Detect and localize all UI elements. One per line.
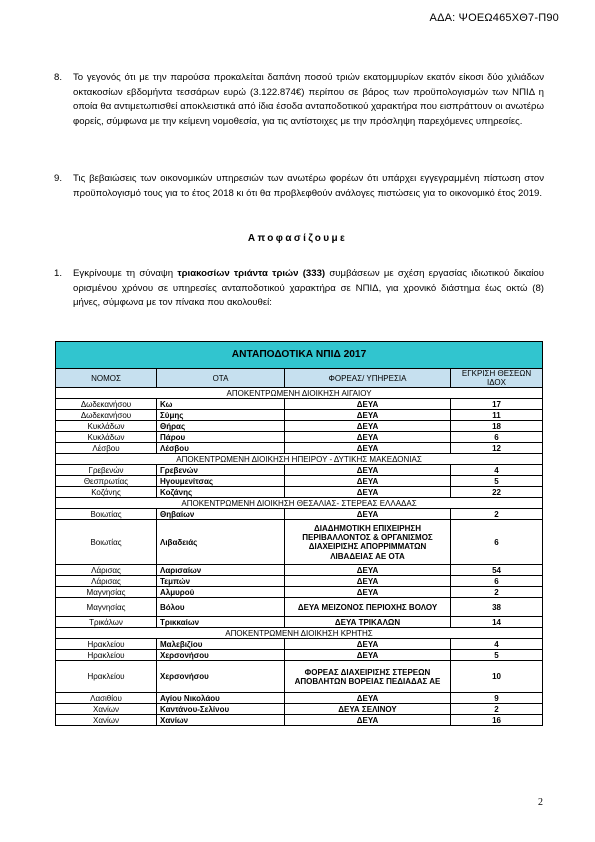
cell-foreas: ΔΕΥΑ xyxy=(285,650,451,661)
table-title-row xyxy=(56,342,543,369)
cell-ota: Μαλεβιζίου xyxy=(157,639,285,650)
cell-ota: Τεμπών xyxy=(157,576,285,587)
cell-foreas: ΔΕΥΑ xyxy=(285,587,451,598)
column-header-nomos: ΝΟΜΟΣ xyxy=(56,369,157,388)
cell-foreas: ΔΕΥΑ xyxy=(285,576,451,587)
table-row xyxy=(56,421,543,432)
cell-count: 10 xyxy=(451,661,543,693)
region-row xyxy=(56,388,543,399)
cell-foreas: ΔΕΥΑ ΜΕΙΖΟΝΟΣ ΠΕΡΙΟΧΗΣ ΒΟΛΟΥ xyxy=(285,598,451,617)
cell-count: 9 xyxy=(451,693,543,704)
table-row xyxy=(56,576,543,587)
text-before: Εγκρίνουμε τη σύναψη xyxy=(73,268,178,279)
table-row xyxy=(56,715,543,726)
cell-foreas: ΔΕΥΑ xyxy=(285,399,451,410)
cell-ota: Πάρου xyxy=(157,432,285,443)
cell-foreas: ΔΕΥΑ xyxy=(285,421,451,432)
paragraph-1 xyxy=(54,267,544,311)
cell-foreas: ΔΕΥΑ xyxy=(285,465,451,476)
contract-count-bold: τριακοσίων τριάντα τριών (333) xyxy=(177,268,326,279)
cell-nomos: Χανίων xyxy=(56,704,157,715)
cell-ota: Λαρισαίων xyxy=(157,565,285,576)
table-row xyxy=(56,443,543,454)
cell-count: 18 xyxy=(451,421,543,432)
cell-nomos: Χανίων xyxy=(56,715,157,726)
cell-ota: Χερσονήσου xyxy=(157,650,285,661)
cell-nomos: Τρικάλων xyxy=(56,617,157,628)
table-row xyxy=(56,399,543,410)
cell-nomos: Μαγνησίας xyxy=(56,598,157,617)
cell-foreas: ΔΕΥΑ xyxy=(285,639,451,650)
page-number: 2 xyxy=(538,797,543,808)
cell-nomos: Δωδεκανήσου xyxy=(56,399,157,410)
cell-foreas: ΔΕΥΑ xyxy=(285,443,451,454)
cell-nomos: Κοζάνης xyxy=(56,487,157,498)
table-row xyxy=(56,509,543,520)
cell-foreas: ΔΕΥΑ xyxy=(285,487,451,498)
cell-ota: Κοζάνης xyxy=(157,487,285,498)
paragraph-text: Το γεγονός ότι με την παρούσα προκαλείται δαπάνη ποσού τριών εκατομμυρίων εκατόν είκοσι δύο χιλιάδων οκτακοσίων εβδομήντα τεσσάρων ευρώ (3.122.874€) περίπου σε βάρος των προϋπολογισμών των ΝΠΙΔ η οποία θα αντιμετωπισθεί αποκλειστικά από ίδια έσοδα ανταποδοτικού χαρακτήρα που εισπράττουν οι ανωτέρω φορείς, σύμφωνα με την κείμενη νομοθεσία, για τις αντίστοιχες με την πρόσληψη παρεχόμενες υπηρεσίες. xyxy=(73,72,544,127)
cell-ota: Χανίων xyxy=(157,715,285,726)
cell-count: 11 xyxy=(451,410,543,421)
cell-foreas: ΔΕΥΑ xyxy=(285,509,451,520)
cell-nomos: Γρεβενών xyxy=(56,465,157,476)
cell-foreas: ΦΟΡΕΑΣ ΔΙΑΧΕΙΡΙΣΗΣ ΣΤΕΡΕΩΝ ΑΠΟΒΛΗΤΩΝ ΒΟΡΕΙΑΣ ΠΕΔΙΑΔΑΣ ΑΕ xyxy=(285,661,451,693)
paragraph-9 xyxy=(54,172,544,201)
region-row xyxy=(56,454,543,465)
cell-count: 6 xyxy=(451,576,543,587)
table-row xyxy=(56,650,543,661)
cell-foreas: ΔΕΥΑ xyxy=(285,432,451,443)
cell-count: 16 xyxy=(451,715,543,726)
cell-ota: Λέσβου xyxy=(157,443,285,454)
table-title: ΑΝΤΑΠΟΔΟΤΙΚΑ ΝΠΙΔ 2017 xyxy=(56,342,543,369)
cell-count: 12 xyxy=(451,443,543,454)
cell-count: 14 xyxy=(451,617,543,628)
cell-nomos: Ηρακλείου xyxy=(56,650,157,661)
cell-ota: Λιβαδειάς xyxy=(157,520,285,565)
region-name: ΑΠΟΚΕΝΤΡΩΜΕΝΗ ΔΙΟΙΚΗΣΗ ΗΠΕΙΡΟΥ - ΔΥΤΙΚΗΣ ΜΑΚΕΔΟΝΙΑΣ xyxy=(56,454,543,465)
cell-nomos: Λασιθίου xyxy=(56,693,157,704)
cell-foreas: ΔΕΥΑ xyxy=(285,565,451,576)
cell-count: 6 xyxy=(451,432,543,443)
table-row xyxy=(56,520,543,565)
cell-foreas: ΔΕΥΑ xyxy=(285,476,451,487)
table-header-row xyxy=(56,369,543,388)
cell-count: 38 xyxy=(451,598,543,617)
cell-ota: Σύμης xyxy=(157,410,285,421)
cell-nomos: Κυκλάδων xyxy=(56,432,157,443)
column-header-ota: ΟΤΑ xyxy=(157,369,285,388)
cell-ota: Θήρας xyxy=(157,421,285,432)
region-row xyxy=(56,628,543,639)
cell-nomos: Λάρισας xyxy=(56,576,157,587)
cell-foreas: ΔΕΥΑ xyxy=(285,410,451,421)
table-row xyxy=(56,704,543,715)
cell-foreas: ΔΙΑΔΗΜΟΤΙΚΗ ΕΠΙΧΕΙΡΗΣΗ ΠΕΡΙΒΑΛΛΟΝΤΟΣ & ΟΡΓΑΝΙΣΜΟΣ ΔΙΑΧΕΙΡΙΣΗΣ ΑΠΟΡΡΙΜΜΑΤΩΝ ΛΙΒΑΔΕΙΑΣ ΑΕ ΟΤΑ xyxy=(285,520,451,565)
region-name: ΑΠΟΚΕΝΤΡΩΜΕΝΗ ΔΙΟΙΚΗΣΗ ΚΡΗΤΗΣ xyxy=(56,628,543,639)
positions-table xyxy=(55,341,543,726)
cell-nomos: Λάρισας xyxy=(56,565,157,576)
cell-count: 17 xyxy=(451,399,543,410)
cell-ota: Θηβαίων xyxy=(157,509,285,520)
table-row xyxy=(56,617,543,628)
cell-nomos: Θεσπρωτίας xyxy=(56,476,157,487)
cell-foreas: ΔΕΥΑ ΤΡΙΚΑΛΩΝ xyxy=(285,617,451,628)
ada-code: ΑΔΑ: ΨΟΕΩ465ΧΘ7-Π90 xyxy=(429,12,559,24)
decision-heading: Αποφασίζουμε xyxy=(247,233,348,244)
cell-count: 6 xyxy=(451,520,543,565)
table-row xyxy=(56,639,543,650)
cell-foreas: ΔΕΥΑ xyxy=(285,693,451,704)
cell-nomos: Ηρακλείου xyxy=(56,639,157,650)
column-header-foreas: ΦΟΡΕΑΣ/ ΥΠΗΡΕΣΙΑ xyxy=(285,369,451,388)
cell-nomos: Μαγνησίας xyxy=(56,587,157,598)
cell-ota: Ηγουμενίτσας xyxy=(157,476,285,487)
cell-foreas: ΔΕΥΑ xyxy=(285,715,451,726)
table-row xyxy=(56,465,543,476)
paragraph-text xyxy=(73,267,544,311)
cell-ota: Κω xyxy=(157,399,285,410)
table-row xyxy=(56,693,543,704)
cell-ota: Χερσονήσου xyxy=(157,661,285,693)
table-row xyxy=(56,565,543,576)
region-row xyxy=(56,498,543,509)
cell-ota: Αγίου Νικολάου xyxy=(157,693,285,704)
table-row xyxy=(56,410,543,421)
cell-count: 54 xyxy=(451,565,543,576)
region-name: ΑΠΟΚΕΝΤΡΩΜΕΝΗ ΔΙΟΙΚΗΣΗ ΘΕΣΑΛΙΑΣ- ΣΤΕΡΕΑΣ ΕΛΛΑΔΑΣ xyxy=(56,498,543,509)
cell-count: 4 xyxy=(451,639,543,650)
paragraph-text: Τις βεβαιώσεις των οικονομικών υπηρεσιών των ανωτέρω φορέων ότι υπάρχει εγγεγραμμένη πίστωση στον προϋπολογισμό τους για το έτος 2018 κι ότι θα προβλεφθούν ανάλογες πιστώσεις για το οικονομικό έτος 2019. xyxy=(73,173,544,199)
cell-ota: Βόλου xyxy=(157,598,285,617)
table-row xyxy=(56,487,543,498)
cell-foreas: ΔΕΥΑ ΣΕΛΙΝΟΥ xyxy=(285,704,451,715)
cell-count: 2 xyxy=(451,587,543,598)
cell-count: 2 xyxy=(451,509,543,520)
table-row xyxy=(56,476,543,487)
column-header-count: ΕΓΚΡΙΣΗ ΘΕΣΕΩΝ ΙΔΟΧ xyxy=(451,369,543,388)
cell-nomos: Βοιωτίας xyxy=(56,509,157,520)
region-name: ΑΠΟΚΕΝΤΡΩΜΕΝΗ ΔΙΟΙΚΗΣΗ ΑΙΓΑΙΟΥ xyxy=(56,388,543,399)
cell-ota: Τρικκαίων xyxy=(157,617,285,628)
cell-count: 22 xyxy=(451,487,543,498)
table-row xyxy=(56,432,543,443)
table-row xyxy=(56,661,543,693)
cell-count: 5 xyxy=(451,476,543,487)
cell-count: 2 xyxy=(451,704,543,715)
cell-count: 4 xyxy=(451,465,543,476)
cell-count: 5 xyxy=(451,650,543,661)
cell-nomos: Λέσβου xyxy=(56,443,157,454)
cell-ota: Καντάνου-Σελίνου xyxy=(157,704,285,715)
cell-ota: Αλμυρού xyxy=(157,587,285,598)
paragraph-number: 8. xyxy=(54,72,63,83)
paragraph-number: 1. xyxy=(54,268,63,279)
cell-nomos: Δωδεκανήσου xyxy=(56,410,157,421)
table-row xyxy=(56,598,543,617)
cell-nomos: Κυκλάδων xyxy=(56,421,157,432)
cell-nomos: Ηρακλείου xyxy=(56,661,157,693)
cell-nomos: Βοιωτίας xyxy=(56,520,157,565)
text-after: συμβάσεων με σχέση εργασίας ιδιωτικού δικαίου ορισμένου χρόνου σε υπηρεσίες ανταποδοτικού χαρακτήρα σε ΝΠΙΔ, για χρονικό διάστημα έως οκτώ (8) μήνες, σύμφωνα με τον πίνακα που ακολουθεί: xyxy=(73,268,544,309)
paragraph-8 xyxy=(54,71,544,129)
cell-ota: Γρεβενών xyxy=(157,465,285,476)
table-row xyxy=(56,587,543,598)
paragraph-number: 9. xyxy=(54,173,63,184)
